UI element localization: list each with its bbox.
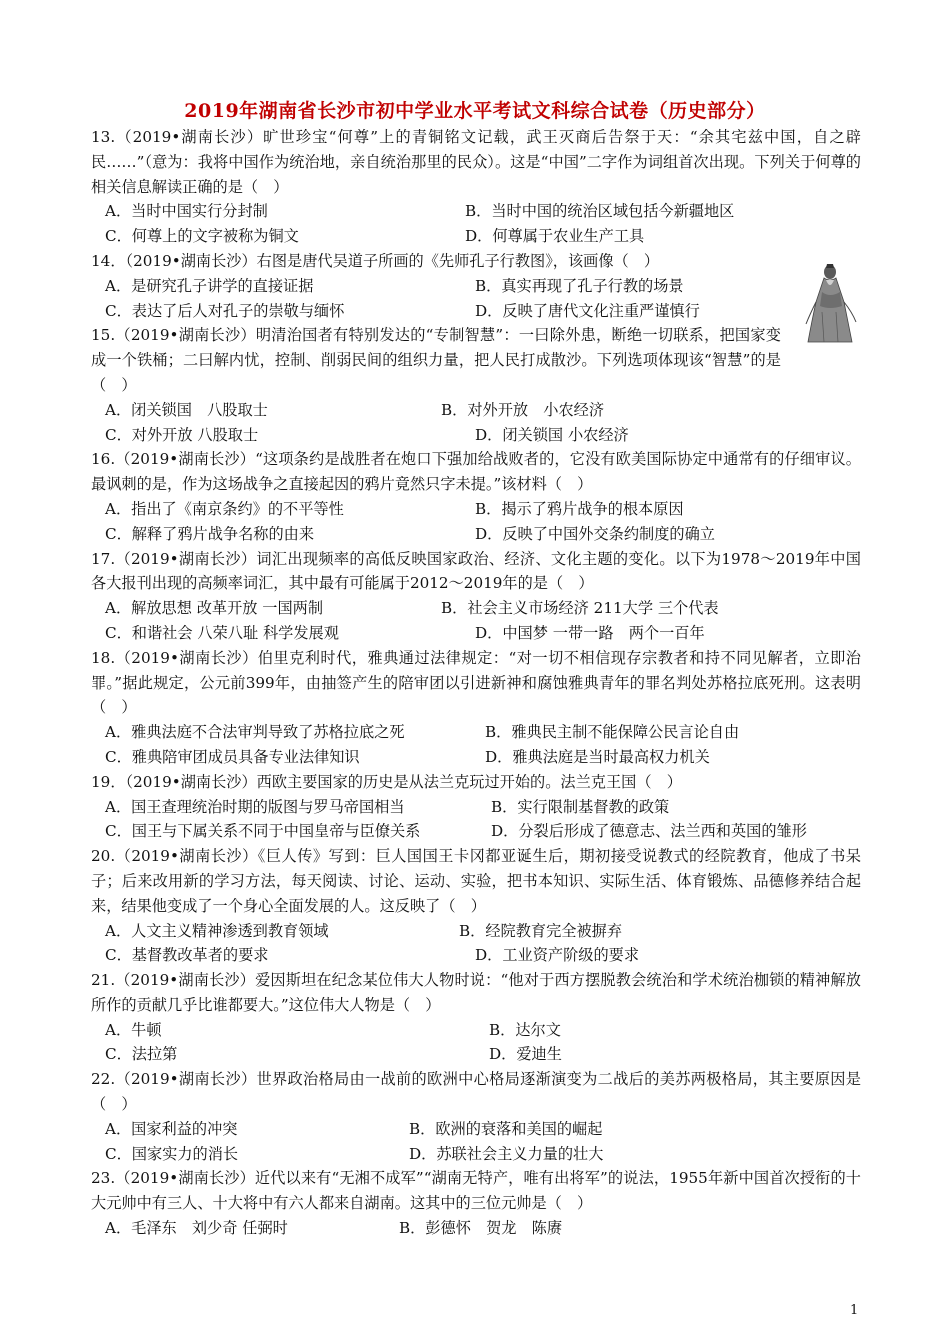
option-d: D．中国梦 一带一路 两个一百年 bbox=[475, 623, 705, 642]
option-d: D．工业资产阶级的要求 bbox=[475, 946, 640, 965]
question-23 bbox=[91, 1166, 861, 1240]
option-b: B．实行限制基督教的政策 bbox=[491, 797, 670, 816]
question-17 bbox=[91, 547, 861, 646]
question-19 bbox=[91, 770, 861, 844]
question-21 bbox=[91, 968, 861, 1067]
question-stem: 19．（2019•湖南长沙）西欧主要国家的历史是从法兰克玩过开始的。法兰克王国（ ） bbox=[91, 772, 682, 791]
question-20 bbox=[91, 844, 861, 968]
option-b: B．真实再现了孔子行教的场景 bbox=[475, 276, 684, 295]
question-14 bbox=[91, 249, 861, 323]
question-stem: 13.（2019•湖南长沙）旷世珍宝“何尊”上的青铜铭文记载，武王灭商后告祭于天：“余其宅兹中国，自之辟民……”（意为：我将中国作为统治地，亲自统治那里的民众）。这是“中国”二字作为词组首次出现。下列关于何尊的相关信息解读正确的是（ ） bbox=[91, 128, 861, 196]
option-c: C．对外开放 八股取士 bbox=[105, 425, 259, 444]
question-stem: 23.（2019•湖南长沙）近代以来有“无湘不成军”“湖南无特产，唯有出将军”的说法，1955年新中国首次授衔的十大元帅中有三人、十大将中有六人都来自湖南。这其中的三位元帅是（ ） bbox=[91, 1169, 861, 1213]
option-d: D．闭关锁国 小农经济 bbox=[475, 425, 629, 444]
option-a: A．是研究孔子讲学的直接证据 bbox=[105, 276, 314, 295]
question-list bbox=[91, 125, 861, 1241]
question-stem: 21.（2019•湖南长沙）爱因斯坦在纪念某位伟大人物时说：“他对于西方摆脱教会统治和学术统治枷锁的精神解放所作的贡献几乎比谁都要大。”这位伟大人物是（ ） bbox=[91, 971, 861, 1014]
option-d: D．爱迪生 bbox=[489, 1045, 562, 1064]
option-b: B．揭示了鸦片战争的根本原因 bbox=[475, 499, 684, 518]
option-c: C．和谐社会 八荣八耻 科学发展观 bbox=[105, 623, 339, 642]
option-b: B．达尔文 bbox=[489, 1020, 561, 1039]
option-d: D．何尊属于农业生产工具 bbox=[465, 227, 645, 246]
option-c: C．国王与下属关系不同于中国皇帝与臣僚关系 bbox=[105, 822, 421, 841]
option-b: B．社会主义市场经济 211大学 三个代表 bbox=[441, 599, 719, 618]
question-22 bbox=[91, 1067, 861, 1166]
question-stem: 17.（2019•湖南长沙）词汇出现频率的高低反映国家政治、经济、文化主题的变化。以下为1978～2019年中国各大报刊出现的高频率词汇，其中最有可能属于2012～2019年的是（ ） bbox=[91, 549, 861, 593]
option-d: D．分裂后形成了德意志、法兰西和英国的雏形 bbox=[491, 822, 807, 841]
option-a: A．毛泽东 刘少奇 任弼时 bbox=[105, 1219, 288, 1238]
option-c: C．国家实力的消长 bbox=[105, 1144, 239, 1163]
question-18 bbox=[91, 646, 861, 770]
option-c: C．解释了鸦片战争名称的由来 bbox=[105, 524, 315, 543]
option-a: A．人文主义精神渗透到教育领域 bbox=[105, 921, 329, 940]
option-a: A．当时中国实行分封制 bbox=[105, 202, 268, 221]
option-c: C．法拉第 bbox=[105, 1045, 178, 1064]
option-a: A．闭关锁国 八股取士 bbox=[105, 400, 268, 419]
option-b: B．雅典民主制不能保障公民言论自由 bbox=[485, 723, 740, 742]
option-d: D．雅典法庭是当时最高权力机关 bbox=[485, 747, 710, 766]
option-a: A．牛顿 bbox=[105, 1020, 162, 1039]
question-16 bbox=[91, 447, 861, 546]
question-stem: 14．（2019•湖南长沙）右图是唐代吴道子所画的《先师孔子行教图》，该画像（ ） bbox=[91, 251, 660, 270]
option-d: D．反映了中国外交条约制度的确立 bbox=[475, 524, 715, 543]
option-a: A．国王查理统治时期的版图与罗马帝国相当 bbox=[105, 797, 405, 816]
option-b: B．对外开放 小农经济 bbox=[441, 400, 605, 419]
option-b: B．经院教育完全被摒弃 bbox=[459, 921, 623, 940]
question-stem: 15.（2019•湖南长沙）明清治国者有特别发达的“专制智慧”：一曰除外患，断绝一切联系，把国家变成一个铁桶；二曰解内忧，控制、削弱民间的组织力量，把人民打成散沙。下列选项体现该“智慧”的是（ ） bbox=[91, 326, 781, 394]
option-a: A．雅典法庭不合法审判导致了苏格拉底之死 bbox=[105, 723, 405, 742]
option-c: C．雅典陪审团成员具备专业法律知识 bbox=[105, 747, 360, 766]
question-stem: 20.（2019•湖南长沙）《巨人传》写到：巨人国国王卡冈都亚诞生后，期初接受说教式的经院教育，他成了书呆子；后来改用新的学习方法，每天阅读、讨论、运动、实验，把书本知识、实际生活、体育锻炼、品德修养结合起来，结果他变成了一个身心全面发展的人。这反映了（ ） bbox=[91, 847, 861, 915]
question-stem: 18.（2019•湖南长沙）伯里克利时代，雅典通过法律规定：“对一切不相信现存宗教者和持不同见解者，立即治罪。”据此规定，公元前399年，由抽签产生的陪审团以引进新神和腐蚀雅典青年的罪名判处苏格拉底死刑。这表明（ ） bbox=[91, 648, 861, 717]
option-a: A．国家利益的冲突 bbox=[105, 1119, 238, 1138]
option-c: C．表达了后人对孔子的崇敬与缅怀 bbox=[105, 301, 345, 320]
question-stem: 22.（2019•湖南长沙）世界政治格局由一战前的欧洲中心格局逐渐演变为二战后的美苏两极格局，其主要原因是（ ） bbox=[91, 1070, 861, 1114]
question-stem: 16.（2019•湖南长沙）“这项条约是战胜者在炮口下强加给战败者的，它没有欧美国际协定中通常有的仔细审议。最讽刺的是，作为这场战争之直接起因的鸦片竟然只字未提。”该材料（ ） bbox=[91, 450, 861, 494]
page-title: 2019年湖南省长沙市初中学业水平考试文科综合试卷（历史部分） bbox=[184, 100, 766, 122]
question-13 bbox=[91, 125, 861, 249]
option-c: C．何尊上的文字被称为铜文 bbox=[105, 227, 299, 246]
page-number: 1 bbox=[850, 1303, 859, 1318]
option-d: D．苏联社会主义力量的壮大 bbox=[409, 1144, 604, 1163]
option-c: C．基督教改革者的要求 bbox=[105, 946, 269, 965]
question-15 bbox=[91, 323, 861, 447]
option-b: B．欧洲的衰落和美国的崛起 bbox=[409, 1119, 603, 1138]
option-b: B．当时中国的统治区域包括今新疆地区 bbox=[465, 202, 735, 221]
option-b: B．彭德怀 贺龙 陈赓 bbox=[399, 1219, 563, 1238]
option-a: A．指出了《南京条约》的不平等性 bbox=[105, 499, 344, 518]
option-a: A．解放思想 改革开放 一国两制 bbox=[105, 599, 324, 618]
option-d: D．反映了唐代文化注重严谨慎行 bbox=[475, 301, 700, 320]
